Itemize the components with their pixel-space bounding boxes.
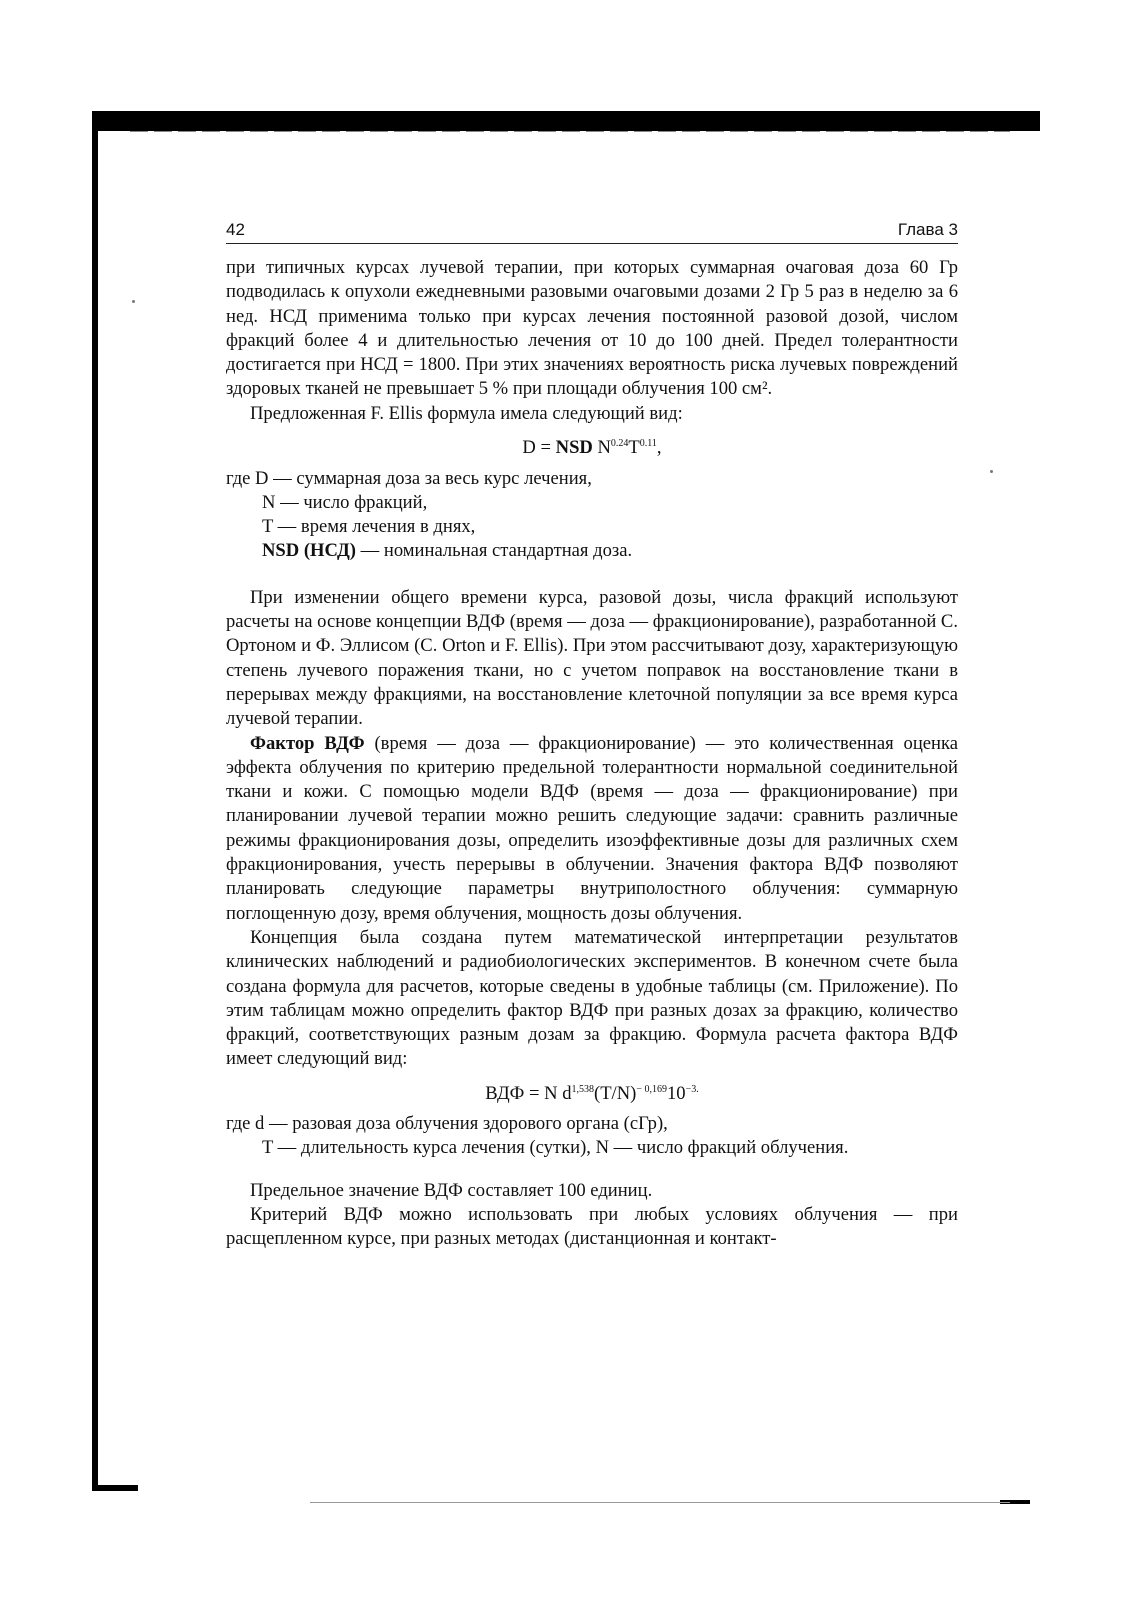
spacer — [226, 564, 958, 586]
formula-vdf: ВДФ = N $d^{1,538}(T/N)^{- 0,169}10^{-3.}$ — [485, 1082, 699, 1104]
paragraph: При изменении общего времени курса, разовой дозы, числа фракций используют расчеты на основе концепции ВДФ (время — доза — фракционирование), разработанной С. Ортоном и Ф. Эллисом (С. Orton и F. Ellis). При этом рассчитывают дозу, характеризующую степень лучевого поражения ткани, но с учетом поправок на восстановление ткани в перерывах между фракциями, на восстановление клеточной популяции за все время курса лучевой терапии. — [226, 586, 958, 730]
definition-line: где d — разовая доза облучения здорового органа (сГр), — [226, 1113, 668, 1135]
formula-nsd: D = NSD $N^{0.24}T^{0.11}$, — [522, 437, 662, 459]
definitions-nsd — [226, 467, 958, 564]
scan-frame-left — [92, 111, 98, 1491]
page-number: 42 — [226, 220, 245, 239]
definitions-vdf — [226, 1112, 958, 1161]
page-content — [226, 220, 958, 1252]
chapter-title: Глава 3 — [897, 220, 958, 239]
scan-frame-top — [92, 111, 1040, 131]
definition-line: NSD (НСД) — номинальная стандартная доза. — [262, 540, 633, 562]
scan-frame-bottom — [92, 1485, 138, 1491]
paragraph: Предложенная F. Ellis формула имела следующий вид: — [250, 402, 683, 424]
paragraph: при типичных курсах лучевой терапии, при которых суммарная очаговая доза 60 Гр подводилась к опухоли ежедневными разовыми очаговыми дозами 2 Гр 5 раз в неделю за 6 нед. НСД применима только при курсах лечения постоянной разовой дозой, числом фракций более 4 и длительностью лечения от 10 до 100 дней. Предел толерантности достигается при НСД = 1800. При этих значениях вероятность риска лучевых повреждений здоровых тканей не превышает 5 % при площади облучения 100 см². — [226, 257, 958, 400]
definition-line: где D — суммарная доза за весь курс лечения, — [226, 467, 592, 489]
scan-speck — [990, 470, 993, 473]
scan-frame-top-line — [130, 131, 1010, 132]
definition-line: N — число фракций, — [262, 491, 428, 513]
definition-line: T — время лечения в днях, — [262, 516, 476, 538]
scan-speck — [132, 300, 135, 303]
paragraph: Предельное значение ВДФ составляет 100 единиц. — [250, 1179, 653, 1201]
paragraph: Концепция была создана путем математической интерпретации результатов клинических наблюдений и радиобиологических экспериментов. В конечном счете была создана формула для расчетов, которые сведены в удобные таблицы (см. Приложение). По этим таблицам можно определить фактор ВДФ при разных дозах за фракцию, количество фракций, соответствующих разным дозам за фракцию. Формула расчета фактора ВДФ имеет следующий вид: — [226, 926, 958, 1070]
definition-line: T — длительность курса лечения (сутки), N — число фракций облучения. — [262, 1137, 849, 1159]
spacer — [226, 1161, 958, 1179]
page-header — [226, 220, 958, 244]
scan-frame-bottom-line — [310, 1502, 1010, 1503]
paragraph: Критерий ВДФ можно использовать при любых условиях облучения — при расщепленном курсе, при разных методах (дистанционная и контакт- — [226, 1204, 958, 1250]
paragraph: Фактор ВДФ (время — доза — фракционирование) — это количественная оценка эффекта облучения по критерию предельной толерантности нормальной соединительной ткани и кожи. С помощью модели ВДФ (время — доза — фракционирование) при планировании лучевой терапии можно решить следующие задачи: сравнить различные режимы фракционирования дозы, определить изоэффективные дозы для различных схем фракционирования, учесть перерывы в облучении. Значения фактора ВДФ позволяют планировать следующие параметры внутриполостного облучения: суммарную поглощенную дозу, время облучения, мощность дозы облучения. — [226, 732, 959, 924]
